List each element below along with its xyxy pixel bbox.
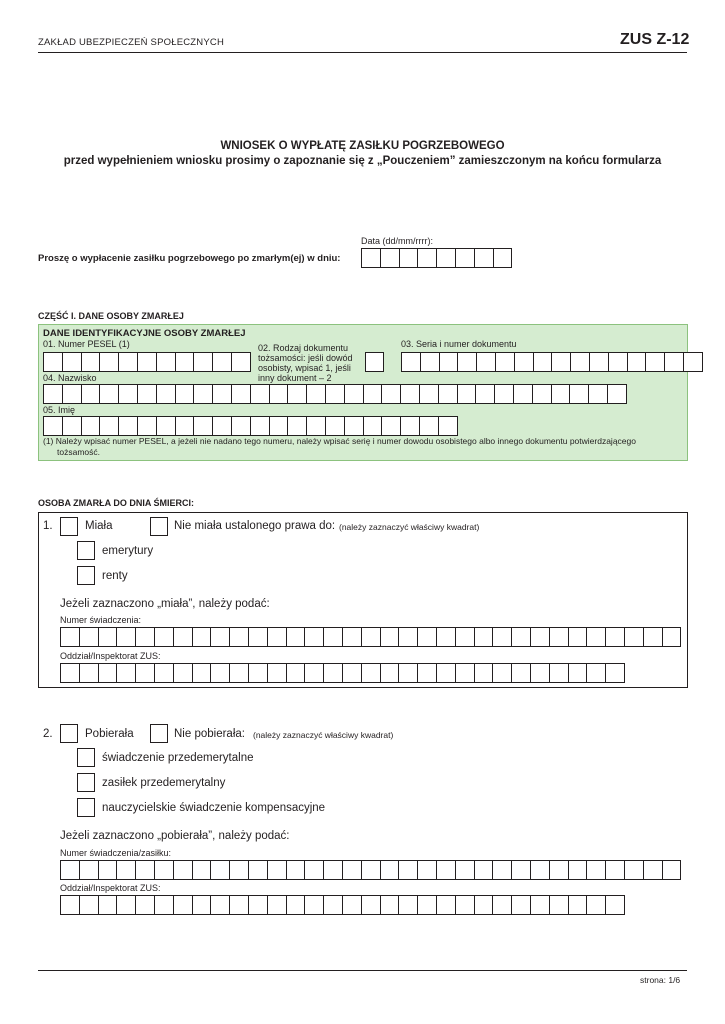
q2-number-label: Numer świadczenia/zasiłku:	[60, 848, 172, 858]
q2-preretirement-allowance-label: zasiłek przedemerytalny	[102, 777, 226, 789]
header-divider	[38, 52, 687, 53]
doc-type-label: 02. Rodzaj dokumentu tożsamości: jeśli dowód osobisty, wpisać 1, jeśli inny dokument – 2	[258, 343, 353, 383]
q2-preretirement-allowance-checkbox[interactable]	[77, 773, 95, 792]
q1-if-text: Jeżeli zaznaczono „miała”, należy podać:	[60, 598, 270, 610]
q1-pension-checkbox[interactable]	[77, 541, 95, 560]
q1-disability-checkbox[interactable]	[77, 566, 95, 585]
part1-heading: CZĘŚĆ I. DANE OSOBY ZMARŁEJ	[38, 311, 184, 321]
q1-hint: (należy zaznaczyć właściwy kwadrat)	[339, 522, 480, 532]
q2-not-received-label: Nie pobierała:	[174, 728, 245, 740]
q1-had-checkbox[interactable]	[60, 517, 78, 536]
firstname-field[interactable]	[43, 416, 457, 436]
q2-if-text: Jeżeli zaznaczono „pobierała”, należy podać:	[60, 830, 290, 842]
q2-teacher-compensation-label: nauczycielskie świadczenie kompensacyjne	[102, 802, 326, 814]
q2-branch-field[interactable]	[60, 895, 624, 915]
q2-benefit-number-field[interactable]	[60, 860, 680, 880]
q2-received-checkbox[interactable]	[60, 724, 78, 743]
footer-divider	[38, 970, 687, 971]
q2-not-received-checkbox[interactable]	[150, 724, 168, 743]
q1-disability-label: renty	[102, 570, 128, 582]
q1-branch-field[interactable]	[60, 663, 624, 683]
page-number: strona: 1/6	[640, 975, 681, 985]
surname-field[interactable]	[43, 384, 626, 404]
q2-teacher-compensation-checkbox[interactable]	[77, 798, 95, 817]
pesel-label: 01. Numer PESEL (1)	[43, 339, 130, 349]
page-title: WNIOSEK O WYPŁATĘ ZASIŁKU POGRZEBOWEGO	[220, 140, 505, 152]
box-title: DANE IDENTYFIKACYJNE OSOBY ZMARŁEJ	[43, 328, 246, 339]
q1-pension-label: emerytury	[102, 545, 154, 557]
pesel-field[interactable]	[43, 352, 250, 372]
section2-heading: OSOBA ZMARŁA DO DNIA ŚMIERCI:	[38, 498, 194, 508]
institution-name: ZAKŁAD UBEZPIECZEŃ SPOŁECZNYCH	[38, 37, 225, 48]
q2-branch-label: Oddział/Inspektorat ZUS:	[60, 883, 161, 893]
q1-number: 1.	[43, 520, 53, 532]
q1-had-not-label: Nie miała ustalonego prawa do:	[174, 520, 336, 532]
q1-number-label: Numer świadczenia:	[60, 615, 142, 625]
form-code: ZUS Z-12	[620, 31, 690, 48]
doc-type-field[interactable]	[365, 352, 384, 372]
q1-had-label: Miała	[85, 520, 113, 532]
doc-series-label: 03. Seria i numer dokumentu	[401, 339, 517, 349]
surname-label: 04. Nazwisko	[43, 373, 97, 383]
request-text: Proszę o wypłacenie zasiłku pogrzebowego po zmarłym(ej) w dniu:	[38, 253, 341, 264]
firstname-label: 05. Imię	[43, 405, 76, 415]
doc-series-field[interactable]	[401, 352, 702, 372]
death-date-field[interactable]	[361, 248, 511, 268]
q2-number: 2.	[43, 728, 53, 740]
q2-hint: (należy zaznaczyć właściwy kwadrat)	[253, 730, 394, 740]
q1-had-not-checkbox[interactable]	[150, 517, 168, 536]
q2-received-label: Pobierała	[85, 728, 134, 740]
q1-benefit-number-field[interactable]	[60, 627, 680, 647]
pesel-footnote: (1) Należy wpisać numer PESEL, a jeżeli nie nadano tego numeru, należy wpisać serię i numer dowodu osobistego albo innego dokumentu potwierdzającego tożsamość.	[43, 436, 636, 457]
q2-preretirement-benefit-label: świadczenie przedemerytalne	[102, 752, 254, 764]
q2-preretirement-benefit-checkbox[interactable]	[77, 748, 95, 767]
page-subtitle: przed wypełnieniem wniosku prosimy o zapoznanie się z „Pouczeniem” zamieszczonym na końcu formularza	[63, 155, 662, 167]
date-label: Data (dd/mm/rrrr):	[361, 236, 433, 246]
q1-branch-label: Oddział/Inspektorat ZUS:	[60, 651, 161, 661]
